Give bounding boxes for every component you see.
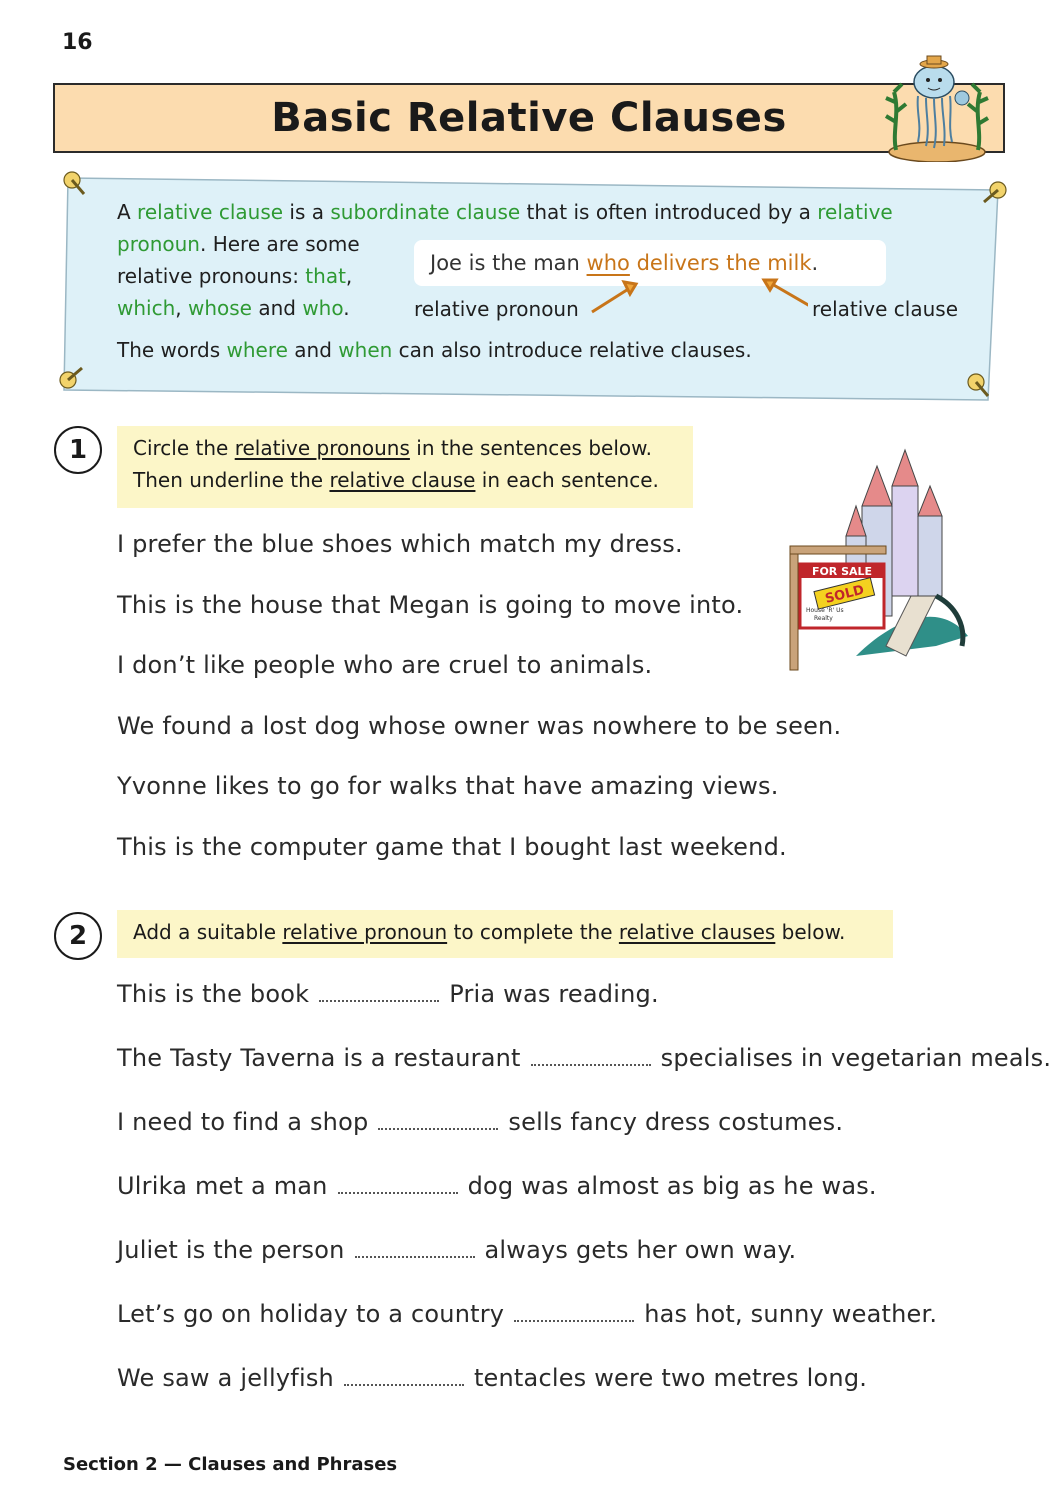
jellyfish-illustration [882,52,992,162]
section-footer: Section 2 — Clauses and Phrases [63,1454,398,1475]
answer-blank[interactable] [319,980,439,1002]
term-relative-clause: relative clause [137,200,284,224]
page-title: Basic Relative Clauses [271,95,787,141]
answer-blank[interactable] [355,1236,475,1258]
q1-sentence[interactable]: We found a lost dog whose owner was nowhere to be seen. [117,712,842,740]
sign-small-1: House 'R' Us [806,607,844,614]
question-1-instruction: Circle the relative pronouns in the sentences below. Then underline the relative clause in each sentence. [117,426,693,508]
example-arrows [588,278,808,318]
q1-sentence[interactable]: This is the house that Megan is going to move into. [117,591,744,619]
question-2-number: 2 [54,912,102,960]
example-sentence: Joe is the man who delivers the milk. [430,251,819,275]
q2-sentence: We saw a jellyfish tentacles were two metres long. [117,1364,868,1392]
q1-sentence[interactable]: This is the computer game that I bought last weekend. [117,833,787,861]
term-subordinate-clause: subordinate clause [330,200,521,224]
q2-sentence: The Tasty Taverna is a restaurant specialises in vegetarian meals. [117,1044,1052,1072]
q1-sentence[interactable]: I don’t like people who are cruel to animals. [117,651,653,679]
q2-sentence: Juliet is the person always gets her own way. [117,1236,797,1264]
q2-sentence: This is the book Pria was reading. [117,980,659,1008]
answer-blank[interactable] [378,1108,498,1130]
question-2-instruction: Add a suitable relative pronoun to complete the relative clauses below. [117,910,893,958]
info-line-5: The words where and when can also introduce relative clauses. [117,338,752,362]
sign-for-sale: FOR SALE [811,565,873,578]
info-line-3: relative pronouns: that, [117,264,353,288]
castle-for-sale-illustration [786,446,976,676]
answer-blank[interactable] [338,1172,458,1194]
label-relative-clause: relative clause [812,297,959,321]
answer-blank[interactable] [531,1044,651,1066]
q1-sentence[interactable]: Yvonne likes to go for walks that have amazing views. [117,772,779,800]
question-1-number: 1 [54,426,102,474]
answer-blank[interactable] [344,1364,464,1386]
q2-sentence: I need to find a shop sells fancy dress costumes. [117,1108,844,1136]
label-relative-pronoun: relative pronoun [414,297,579,321]
q2-sentence: Ulrika met a man dog was almost as big as he was. [117,1172,877,1200]
page-number: 16 [62,30,93,55]
arrow-icon [592,280,808,312]
example-pronoun: who [586,251,630,275]
info-line-2: pronoun. Here are some [117,232,360,256]
info-line-4: which, whose and who. [117,296,350,320]
sign-small-2: Realty [814,615,833,622]
example-clause: delivers the milk [629,251,812,275]
info-line-1: A relative clause is a subordinate clause that is often introduced by a relative [117,200,893,224]
answer-blank[interactable] [514,1300,634,1322]
sign-sold: SOLD [823,582,866,607]
q2-sentence: Let’s go on holiday to a country has hot, sunny weather. [117,1300,938,1328]
q1-sentence[interactable]: I prefer the blue shoes which match my dress. [117,530,683,558]
